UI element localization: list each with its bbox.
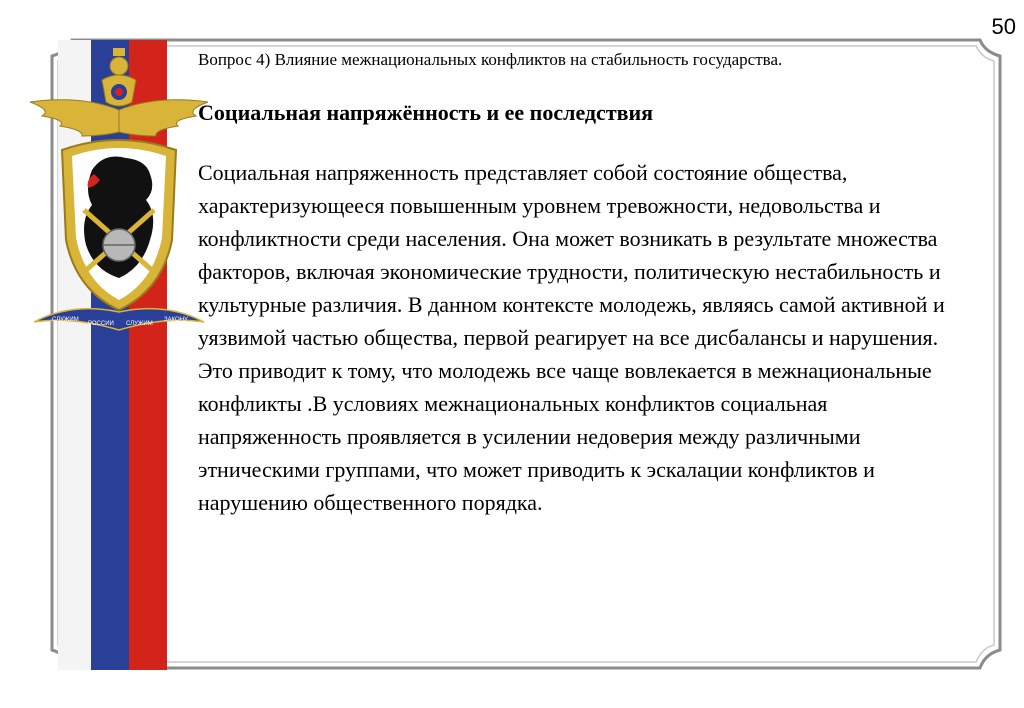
ribbon-text-2: РОССИИ <box>88 321 114 327</box>
slide-number: 50 <box>991 14 1016 39</box>
ribbon-text-1: СЛУЖИМ <box>52 317 79 323</box>
police-emblem-icon <box>22 40 217 340</box>
slide-content <box>198 50 988 519</box>
ribbon-text-4: ЗАКОНУ <box>164 317 188 323</box>
body-paragraph: Социальная напряженность представляет собой состояние общества, характеризующееся повышенным уровнем тревожности, недовольства и конфликтности среди населения. Она может возникать в результате множества факторов, включая экономические трудности, политическую нестабильность и культурные различия. В данном контексте молодежь, являясь самой активной и уязвимой частью общества, первой реагирует на все дисбалансы и нарушения. Это приводит к тому, что молодежь все чаще вовлекается в межнациональные конфликты .В условиях межнациональных конфликтов социальная напряженность проявляется в усилении недоверия между различными этническими группами, что может приводить к эскалации конфликтов и нарушению общественного порядка. <box>198 160 945 515</box>
question-text: Вопрос 4) Влияние межнациональных конфликтов на стабильность государства. <box>198 50 783 69</box>
ribbon-text-3: СЛУЖИМ <box>126 321 153 327</box>
section-heading: Социальная напряжённость и ее последствия <box>198 100 654 125</box>
